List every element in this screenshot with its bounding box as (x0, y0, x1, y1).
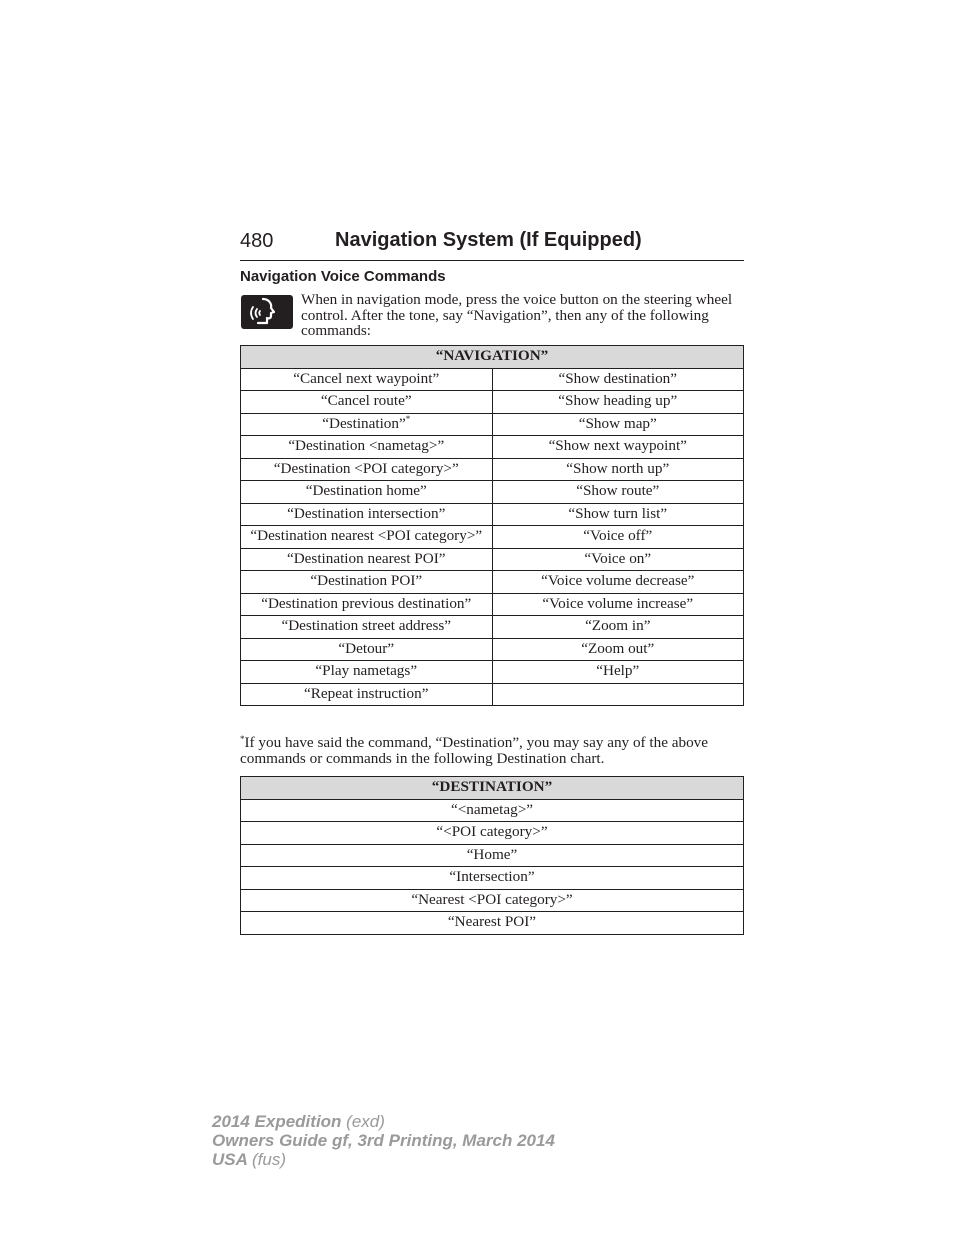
destination-command-cell: “<POI category>” (241, 822, 744, 845)
command-text: “Zoom in” (585, 617, 651, 634)
table-row (241, 912, 744, 935)
command-cell-left (241, 436, 493, 459)
section-title: Navigation Voice Commands (240, 268, 446, 285)
navigation-table-header: “NAVIGATION” (241, 346, 744, 369)
navigation-commands-table (240, 345, 744, 706)
command-text: “Voice off” (583, 527, 653, 544)
footnote-marker: * (240, 734, 245, 744)
command-text: “Cancel route” (320, 392, 412, 409)
command-text: “Destination intersection” (287, 504, 446, 522)
table-row (241, 616, 744, 639)
command-text: “Zoom out” (581, 639, 655, 657)
destination-command-cell: “Nearest <POI category>” (241, 889, 744, 912)
table-row (241, 571, 744, 594)
command-cell-right (492, 413, 744, 436)
footer-line-2: Owners Guide gf, 3rd Printing, March 2014 (212, 1131, 555, 1150)
table-row (241, 391, 744, 414)
command-text: “Destination nearest <POI category>” (250, 527, 483, 544)
command-text: “Show destination” (558, 369, 678, 387)
command-cell-right (492, 526, 744, 549)
table-row (241, 822, 744, 845)
table-row (241, 661, 744, 684)
command-cell-left (241, 638, 493, 661)
command-cell-left (241, 413, 493, 436)
table-row (241, 683, 744, 706)
table-row (241, 548, 744, 571)
command-text: “Show turn list” (568, 504, 668, 522)
table-header-row (241, 346, 744, 369)
table-row (241, 436, 744, 459)
footer-market: USA (212, 1150, 248, 1169)
command-cell-left (241, 503, 493, 526)
footer-line-3 (212, 1150, 555, 1169)
command-cell-left (241, 661, 493, 684)
destination-commands-table (240, 776, 744, 935)
footnote-text: If you have said the command, “Destination”, you may say any of the above commands or commands in the following Destination chart. (240, 734, 709, 767)
command-cell-left (241, 571, 493, 594)
command-cell-left (241, 391, 493, 414)
command-text: “Show route” (576, 482, 660, 499)
command-text: “Destination street address” (281, 617, 452, 634)
footnote (240, 735, 746, 767)
command-text: “Show north up” (566, 459, 670, 477)
table-row (241, 503, 744, 526)
command-cell-right (492, 661, 744, 684)
destination-command-cell: “Intersection” (241, 867, 744, 890)
command-cell-left (241, 548, 493, 571)
command-cell-right (492, 391, 744, 414)
command-cell-left (241, 458, 493, 481)
command-text: “Destination <nametag>” (288, 437, 445, 454)
table-row (241, 799, 744, 822)
footer-line-1 (212, 1112, 555, 1131)
voice-command-icon (241, 295, 293, 329)
page-title: Navigation System (If Equipped) (335, 229, 642, 251)
destination-command-cell: “Nearest POI” (241, 912, 744, 935)
command-text: “Detour” (338, 639, 395, 657)
command-cell-right (492, 571, 744, 594)
command-cell-right (492, 368, 744, 391)
command-cell-left (241, 616, 493, 639)
command-cell-right (492, 436, 744, 459)
footer-model-code: (exd) (346, 1112, 385, 1131)
command-text: “Destination home” (305, 482, 427, 499)
destination-table-header: “DESTINATION” (241, 777, 744, 800)
table-row (241, 458, 744, 481)
command-text: “Destination nearest POI” (286, 549, 446, 567)
command-cell-left (241, 368, 493, 391)
table-row (241, 867, 744, 890)
destination-command-cell: “<nametag>” (241, 799, 744, 822)
table-row (241, 413, 744, 436)
command-text: “Voice volume decrease” (541, 572, 695, 589)
command-cell-right (492, 616, 744, 639)
command-cell-right (492, 683, 744, 706)
table-row (241, 481, 744, 504)
command-text: “Play nametags” (315, 662, 418, 679)
footnote-marker: * (405, 413, 411, 424)
command-cell-right (492, 638, 744, 661)
page-number: 480 (240, 230, 274, 252)
command-cell-left (241, 683, 493, 706)
command-cell-right (492, 593, 744, 616)
command-text: “Destination previous destination” (261, 594, 472, 612)
command-text: “Destination <POI category>” (273, 459, 459, 477)
command-text: “Help” (596, 662, 640, 679)
table-row (241, 526, 744, 549)
command-text: “Show next waypoint” (548, 437, 687, 454)
command-cell-left (241, 593, 493, 616)
command-text: “Destination POI” (310, 572, 423, 589)
command-cell-right (492, 548, 744, 571)
table-row (241, 368, 744, 391)
destination-command-cell: “Home” (241, 844, 744, 867)
command-cell-left (241, 481, 493, 504)
table-row (241, 889, 744, 912)
command-cell-left (241, 526, 493, 549)
command-text: “Show heading up” (558, 392, 678, 409)
command-cell-right (492, 503, 744, 526)
destination-table-body (241, 799, 744, 934)
table-row (241, 638, 744, 661)
command-text: “Repeat instruction” (304, 684, 429, 702)
navigation-table-body (241, 368, 744, 706)
page-footer (212, 1112, 555, 1169)
command-cell-right (492, 458, 744, 481)
table-row (241, 844, 744, 867)
command-text: “Voice volume increase” (542, 594, 694, 612)
footer-market-code: (fus) (252, 1150, 286, 1169)
table-header-row (241, 777, 744, 800)
table-row (241, 593, 744, 616)
command-text: “Voice on” (584, 549, 652, 567)
page-header (240, 228, 744, 261)
command-text: “Destination” (322, 414, 406, 432)
command-text: “Show map” (578, 414, 657, 432)
command-text: “Cancel next waypoint” (293, 369, 440, 387)
intro-paragraph: When in navigation mode, press the voice button on the steering wheel control. After the tone, say “Navigation”, then any of the following commands: (301, 291, 733, 340)
command-cell-right (492, 481, 744, 504)
footer-model: 2014 Expedition (212, 1112, 342, 1131)
